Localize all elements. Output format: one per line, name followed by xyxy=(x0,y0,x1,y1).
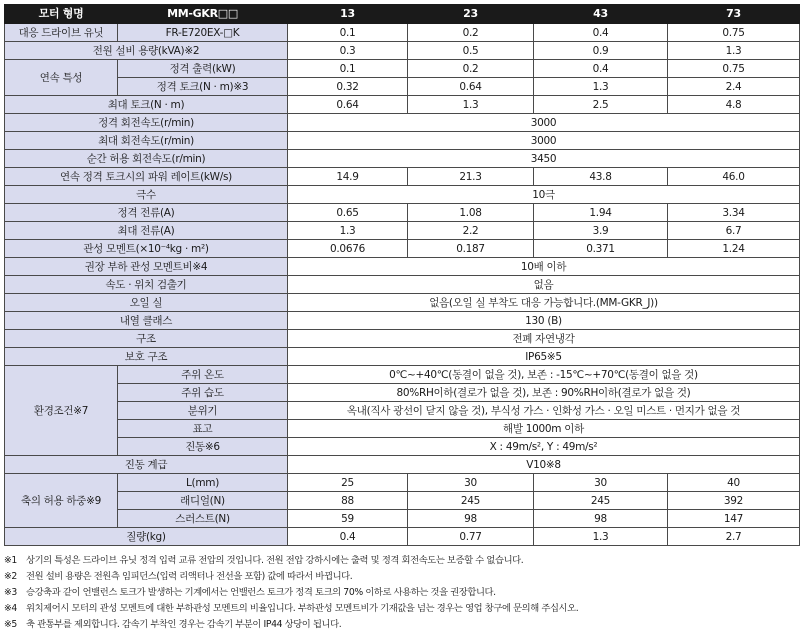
cell-value: 2.7 xyxy=(668,528,800,546)
spec-table xyxy=(4,4,800,546)
row-label: 최대 전류(A) xyxy=(5,222,288,240)
row-label: 속도 · 위치 검출기 xyxy=(5,276,288,294)
row-rated-speed xyxy=(5,114,800,132)
footnote xyxy=(4,553,799,569)
row-label: 스러스트(N) xyxy=(118,510,288,528)
group-label-shaft-load: 축의 허용 하중※9 xyxy=(5,474,118,528)
footnote xyxy=(4,585,799,601)
row-label: 대응 드라이브 유닛 xyxy=(5,24,118,42)
row-label: 질량(kg) xyxy=(5,528,288,546)
cell-value: 40 xyxy=(668,474,800,492)
footnote-text: 전원 설비 용량은 전원측 임피던스(입력 리액터나 전선을 포함) 값에 따라서 바뀝니다. xyxy=(26,571,353,582)
footnote-text: 승강축과 같이 언밸런스 토크가 발생하는 기계에서는 언밸런스 토크가 정격 토크의 70% 이하로 사용하는 것을 권장합니다. xyxy=(26,587,496,598)
cell-value: 0.187 xyxy=(408,240,534,258)
row-altitude xyxy=(5,420,800,438)
cell-value: 6.7 xyxy=(668,222,800,240)
header-motor-model: 모터 형명 xyxy=(5,5,118,24)
row-rated-torque xyxy=(5,78,800,96)
cell-value: 없음(오일 실 부착도 대응 가능합니다.(MM-GKR_J)) xyxy=(288,294,800,312)
row-structure xyxy=(5,330,800,348)
header-row xyxy=(5,5,800,24)
row-max-torque xyxy=(5,96,800,114)
cell-value: 0.4 xyxy=(288,528,408,546)
row-label: 진동※6 xyxy=(118,438,288,456)
row-max-speed xyxy=(5,132,800,150)
footnote-mark: ※5 xyxy=(4,619,17,630)
row-thrust-load xyxy=(5,510,800,528)
row-vibration xyxy=(5,438,800,456)
row-detector xyxy=(5,276,800,294)
cell-value: 2.2 xyxy=(408,222,534,240)
cell-value: 30 xyxy=(408,474,534,492)
cell-value: 전폐 자연냉각 xyxy=(288,330,800,348)
cell-value: 0.1 xyxy=(288,24,408,42)
cell-value: 245 xyxy=(534,492,668,510)
footnote-text: 상기의 특성은 드라이브 유닛 정격 입력 교류 전압의 것입니다. 전원 전압 강하시에는 출력 및 정격 회전속도는 보증할 수 없습니다. xyxy=(26,555,524,566)
row-vibration-class xyxy=(5,456,800,474)
cell-value: 0.64 xyxy=(288,96,408,114)
row-oil-seal xyxy=(5,294,800,312)
row-label: 극수 xyxy=(5,186,288,204)
row-power-rate xyxy=(5,168,800,186)
row-label: 순간 허용 회전속도(r/min) xyxy=(5,150,288,168)
row-inertia xyxy=(5,240,800,258)
row-label: 권장 부하 관성 모멘트비※4 xyxy=(5,258,288,276)
row-drive-unit xyxy=(5,24,800,42)
cell-value: 해발 1000m 이하 xyxy=(288,420,800,438)
cell-value: 4.8 xyxy=(668,96,800,114)
footnote-mark: ※2 xyxy=(4,571,17,582)
cell-value: 0.4 xyxy=(534,24,668,42)
row-label: 래디얼(N) xyxy=(118,492,288,510)
cell-value: 130 (B) xyxy=(288,312,800,330)
cell-value: 0.5 xyxy=(408,42,534,60)
header-model-43: 43 xyxy=(534,5,668,24)
cell-value: 3000 xyxy=(288,132,800,150)
row-label: 연속 정격 토크시의 파워 레이트(kW/s) xyxy=(5,168,288,186)
footnotes xyxy=(4,553,799,633)
row-label: 주위 온도 xyxy=(118,366,288,384)
row-load-inertia xyxy=(5,258,800,276)
footnote-text: 위치제어시 모터의 관성 모멘트에 대한 부하관성 모멘트의 비율입니다. 부하관성 모멘트비가 기재값을 넘는 경우는 영업 창구에 문의해 주십시오. xyxy=(26,603,579,614)
cell-value: 0.32 xyxy=(288,78,408,96)
cell-value: 30 xyxy=(534,474,668,492)
cell-value: 0.3 xyxy=(288,42,408,60)
row-instant-speed xyxy=(5,150,800,168)
row-label: 보호 구조 xyxy=(5,348,288,366)
row-label: 최대 토크(N · m) xyxy=(5,96,288,114)
cell-value: 0.1 xyxy=(288,60,408,78)
cell-value: 43.8 xyxy=(534,168,668,186)
cell-value: 0.371 xyxy=(534,240,668,258)
row-label: 정격 토크(N · m)※3 xyxy=(118,78,288,96)
row-label: 진동 계급 xyxy=(5,456,288,474)
row-label: 최대 회전속도(r/min) xyxy=(5,132,288,150)
cell-value: 0.75 xyxy=(668,60,800,78)
row-mass xyxy=(5,528,800,546)
row-label: 표고 xyxy=(118,420,288,438)
group-label-environment: 환경조건※7 xyxy=(5,366,118,456)
drive-unit-model: FR-E720EX-□K xyxy=(118,24,288,42)
row-protection xyxy=(5,348,800,366)
cell-value: 98 xyxy=(534,510,668,528)
cell-value: 98 xyxy=(408,510,534,528)
row-radial-load xyxy=(5,492,800,510)
header-model-73: 73 xyxy=(668,5,800,24)
row-label: 관성 모멘트(×10⁻⁴kg · m²) xyxy=(5,240,288,258)
cell-value: V10※8 xyxy=(288,456,800,474)
footnote-text: 축 관통부를 제외합니다. 감속기 부착인 경우는 감속기 부분이 IP44 상당이 됩니다. xyxy=(26,619,342,630)
row-label: 정격 출력(kW) xyxy=(118,60,288,78)
cell-value: 21.3 xyxy=(408,168,534,186)
cell-value: 59 xyxy=(288,510,408,528)
row-power-capacity xyxy=(5,42,800,60)
cell-value: 80%RH이하(결로가 없을 것), 보존 : 90%RH이하(결로가 없을 것) xyxy=(288,384,800,402)
row-rated-current xyxy=(5,204,800,222)
row-humidity xyxy=(5,384,800,402)
cell-value: 88 xyxy=(288,492,408,510)
cell-value: 3450 xyxy=(288,150,800,168)
row-label: 정격 전류(A) xyxy=(5,204,288,222)
cell-value: 1.08 xyxy=(408,204,534,222)
cell-value: 1.24 xyxy=(668,240,800,258)
cell-value: 0.64 xyxy=(408,78,534,96)
footnote-mark: ※1 xyxy=(4,555,17,566)
cell-value: 14.9 xyxy=(288,168,408,186)
cell-value: 1.3 xyxy=(534,78,668,96)
header-model-13: 13 xyxy=(288,5,408,24)
cell-value: 0.75 xyxy=(668,24,800,42)
cell-value: 0.2 xyxy=(408,24,534,42)
cell-value: 0.9 xyxy=(534,42,668,60)
row-label: 오일 실 xyxy=(5,294,288,312)
cell-value: IP65※5 xyxy=(288,348,800,366)
cell-value: X : 49m/s², Y : 49m/s² xyxy=(288,438,800,456)
row-max-current xyxy=(5,222,800,240)
row-label: 내열 클래스 xyxy=(5,312,288,330)
footnote-mark: ※3 xyxy=(4,587,17,598)
row-label: L(mm) xyxy=(118,474,288,492)
group-label-continuous: 연속 특성 xyxy=(5,60,118,96)
cell-value: 2.4 xyxy=(668,78,800,96)
cell-value: 245 xyxy=(408,492,534,510)
cell-value: 25 xyxy=(288,474,408,492)
cell-value: 46.0 xyxy=(668,168,800,186)
cell-value: 3.9 xyxy=(534,222,668,240)
row-label: 전원 설비 용량(kVA)※2 xyxy=(5,42,288,60)
footnote xyxy=(4,601,799,617)
cell-value: 1.3 xyxy=(668,42,800,60)
row-shaft-length xyxy=(5,474,800,492)
cell-value: 0.4 xyxy=(534,60,668,78)
footnote xyxy=(4,617,799,633)
cell-value: 2.5 xyxy=(534,96,668,114)
cell-value: 0.2 xyxy=(408,60,534,78)
cell-value: 10배 이하 xyxy=(288,258,800,276)
cell-value: 3000 xyxy=(288,114,800,132)
cell-value: 1.94 xyxy=(534,204,668,222)
cell-value: 1.3 xyxy=(534,528,668,546)
cell-value: 0.65 xyxy=(288,204,408,222)
row-label: 정격 회전속도(r/min) xyxy=(5,114,288,132)
cell-value: 1.3 xyxy=(288,222,408,240)
row-label: 구조 xyxy=(5,330,288,348)
row-insulation xyxy=(5,312,800,330)
cell-value: 3.34 xyxy=(668,204,800,222)
cell-value: 10극 xyxy=(288,186,800,204)
header-model-series: MM-GKR□□ xyxy=(118,5,288,24)
cell-value: 147 xyxy=(668,510,800,528)
row-label: 분위기 xyxy=(118,402,288,420)
row-atmosphere xyxy=(5,402,800,420)
cell-value: 1.3 xyxy=(408,96,534,114)
cell-value: 392 xyxy=(668,492,800,510)
cell-value: 0.77 xyxy=(408,528,534,546)
footnote xyxy=(4,569,799,585)
cell-value: 옥내(직사 광선이 닫지 않을 것), 부식성 가스 · 인화성 가스 · 오일 미스트 · 먼지가 없을 것 xyxy=(288,402,800,420)
row-temperature xyxy=(5,366,800,384)
cell-value: 0℃~+40℃(동결이 없을 것), 보존 : -15℃~+70℃(동결이 없을 것) xyxy=(288,366,800,384)
row-rated-output xyxy=(5,60,800,78)
row-label: 주위 습도 xyxy=(118,384,288,402)
cell-value: 없음 xyxy=(288,276,800,294)
cell-value: 0.0676 xyxy=(288,240,408,258)
row-poles xyxy=(5,186,800,204)
footnote-mark: ※4 xyxy=(4,603,17,614)
header-model-23: 23 xyxy=(408,5,534,24)
